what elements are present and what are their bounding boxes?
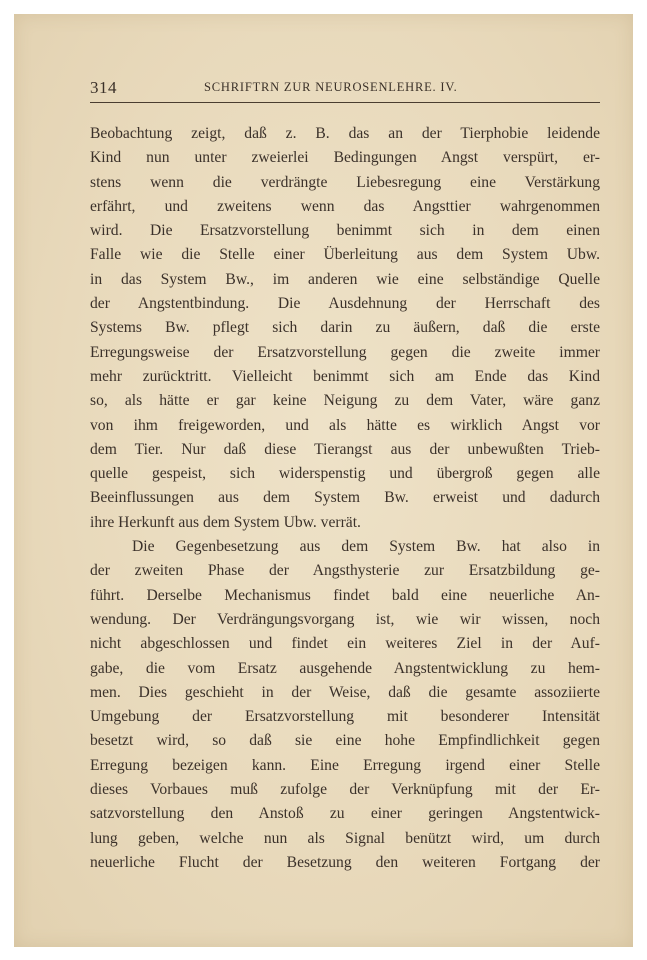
text-line: dieses Vorbaues muß zufolge der Verknüpfung mit der Er-: [90, 781, 600, 799]
text-line: Kind nun unter zweierlei Bedingungen Angst verspürt, er-: [90, 149, 600, 167]
text-line: der Angstentbindung. Die Ausdehnung der Herrschaft des: [90, 295, 600, 313]
paragraph-start-line: Die Gegenbesetzung aus dem System Bw. hat also in: [132, 538, 600, 556]
text-line: nicht abgeschlossen und findet ein weiteres Ziel in der Auf-: [90, 635, 600, 653]
text-line: Erregung bezeigen kann. Eine Erregung irgend einer Stelle: [90, 756, 600, 774]
text-line: gabe, die vom Ersatz ausgehende Angstentwicklung zu hem-: [90, 659, 600, 677]
paragraph-end-line: ihre Herkunft aus dem System Ubw. verrät.: [90, 513, 361, 531]
text-line: von ihm freigeworden, und als hätte es wirklich Angst vor: [90, 416, 600, 434]
text-line: Beobachtung zeigt, daß z. B. das an der Tierphobie leidende: [90, 125, 600, 142]
text-line: besetzt wird, so daß sie eine hohe Empfindlichkeit gegen: [90, 732, 600, 750]
text-line: lung geben, welche nun als Signal benützt wird, um durch: [90, 829, 600, 847]
text-line: wird. Die Ersatzvorstellung benimmt sich in dem einen: [90, 222, 600, 240]
text-line: stens wenn die verdrängte Liebesregung eine Verstärkung: [90, 173, 600, 191]
text-line: in das System Bw., im anderen wie eine selbständige Quelle: [90, 270, 600, 288]
page-header: [90, 78, 600, 103]
text-line: Beeinflussungen aus dem System Bw. erweist und dadurch: [90, 489, 600, 507]
text-line: dem Tier. Nur daß diese Tierangst aus der unbewußten Trieb-: [90, 440, 600, 458]
text-line: Umgebung der Ersatzvorstellung mit besonderer Intensität: [90, 708, 600, 726]
running-head: SCHRIFTRN ZUR NEUROSENLEHRE. IV.: [204, 80, 458, 94]
text-line: mehr zurücktritt. Vielleicht benimmt sich am Ende das Kind: [90, 367, 600, 385]
text-line: Systems Bw. pflegt sich darin zu äußern, daß die erste: [90, 319, 600, 337]
text-line: Erregungsweise der Ersatzvorstellung gegen die zweite immer: [90, 343, 600, 361]
text-line: satzvorstellung den Anstoß zu einer geringen Angstentwick-: [90, 805, 600, 823]
text-line: quelle gespeist, sich widerspenstig und übergroß gegen alle: [90, 465, 600, 483]
text-line: erfährt, und zweitens wenn das Angsttier wahrgenommen: [90, 197, 600, 215]
body-text: [90, 122, 600, 875]
text-line: neuerliche Flucht der Besetzung den weiteren Fortgang der: [90, 853, 600, 871]
text-line: führt. Derselbe Mechanismus findet bald eine neuerliche An-: [90, 586, 600, 604]
text-line: Falle wie die Stelle einer Überleitung aus dem System Ubw.: [90, 246, 600, 264]
text-line: men. Dies geschieht in der Weise, daß die gesamte assoziierte: [90, 683, 600, 701]
text-line: der zweiten Phase der Angsthysterie zur Ersatzbildung ge-: [90, 562, 600, 580]
text-line: wendung. Der Verdrängungsvorgang ist, wie wir wissen, noch: [90, 610, 600, 628]
page-number: 314: [90, 78, 117, 97]
text-line: so, als hätte er gar keine Neigung zu dem Vater, wäre ganz: [90, 392, 600, 410]
